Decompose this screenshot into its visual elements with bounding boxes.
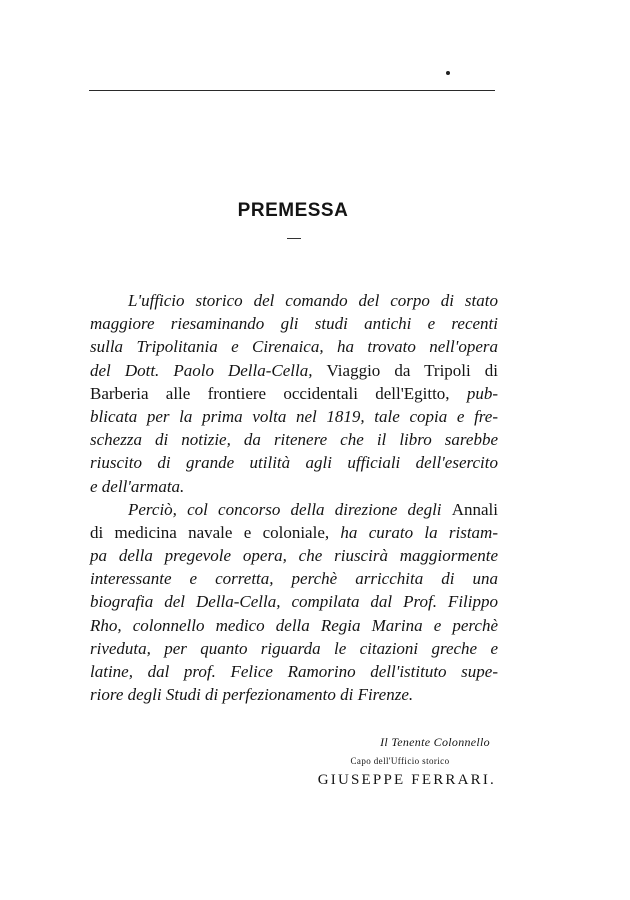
text-line xyxy=(90,637,498,660)
text-segment: schezza di notizie, da ritenere che il libro sarebbe xyxy=(90,430,498,450)
title-dash xyxy=(287,238,301,239)
text-segment: Annali xyxy=(451,499,498,519)
text-line xyxy=(90,567,498,590)
text-segment: e dell'armata. xyxy=(90,476,185,496)
text-line xyxy=(90,498,498,521)
text-segment: interessante e corretta, perchè arricchita di una xyxy=(90,569,498,589)
text-line xyxy=(90,660,498,683)
text-segment: Rho, colonnello medico della Regia Marina e perchè xyxy=(90,615,498,635)
text-line xyxy=(90,335,498,358)
text-segment: riuscito di grande utilità agli ufficiali dell'esercito xyxy=(90,453,498,473)
text-line xyxy=(90,475,498,498)
text-line xyxy=(90,405,498,428)
text-segment: biografia del Della-Cella, compilata dal Prof. Filippo xyxy=(90,592,498,612)
header-mark xyxy=(446,71,450,75)
signature-office: Capo dell'Ufficio storico xyxy=(350,756,450,766)
preface-text xyxy=(90,289,498,706)
text-segment: pub- xyxy=(466,383,498,403)
text-segment: sulla Tripolitania e Cirenaica, ha trovato nell'opera xyxy=(90,337,498,357)
text-line xyxy=(90,289,498,312)
text-line xyxy=(90,614,498,637)
page-title: PREMESSA xyxy=(237,200,349,221)
header-rule xyxy=(89,90,495,91)
text-segment: blicata per la prima volta nel 1819, tale copia e fre- xyxy=(90,406,498,426)
text-segment: riore degli Studi di perfezionamento di Firenze. xyxy=(90,685,414,705)
text-segment: Perciò, col concorso della direzione degli xyxy=(128,499,452,519)
text-segment: di medicina navale e coloniale, xyxy=(90,522,341,542)
text-line xyxy=(90,382,498,405)
text-segment: Viaggio da Tripoli di xyxy=(326,360,499,380)
text-line xyxy=(90,451,498,474)
text-segment: L'ufficio storico del comando del corpo di stato xyxy=(128,291,498,310)
text-segment: Barberia alle frontiere occidentali dell'Egitto, xyxy=(90,383,467,403)
text-segment: pa della pregevole opera, che riuscirà maggiormente xyxy=(90,546,498,566)
text-line xyxy=(90,683,498,706)
text-segment: ha curato la ristam- xyxy=(340,522,498,542)
text-segment: latine, dal prof. Felice Ramorino dell'istituto supe- xyxy=(90,662,498,681)
text-line xyxy=(90,521,498,544)
text-segment: del Dott. Paolo Della-Cella, xyxy=(90,360,327,380)
text-line xyxy=(90,544,498,567)
text-segment: maggiore riesaminando gli studi antichi e recenti xyxy=(90,314,498,334)
text-line xyxy=(90,359,498,382)
text-line xyxy=(90,590,498,613)
text-segment: riveduta, per quanto riguarda le citazioni greche e xyxy=(90,638,498,658)
text-line xyxy=(90,428,498,451)
signature-rank: Il Tenente Colonnello xyxy=(380,735,490,749)
text-line xyxy=(90,312,498,335)
signature-name: GIUSEPPE FERRARI. xyxy=(317,772,496,788)
